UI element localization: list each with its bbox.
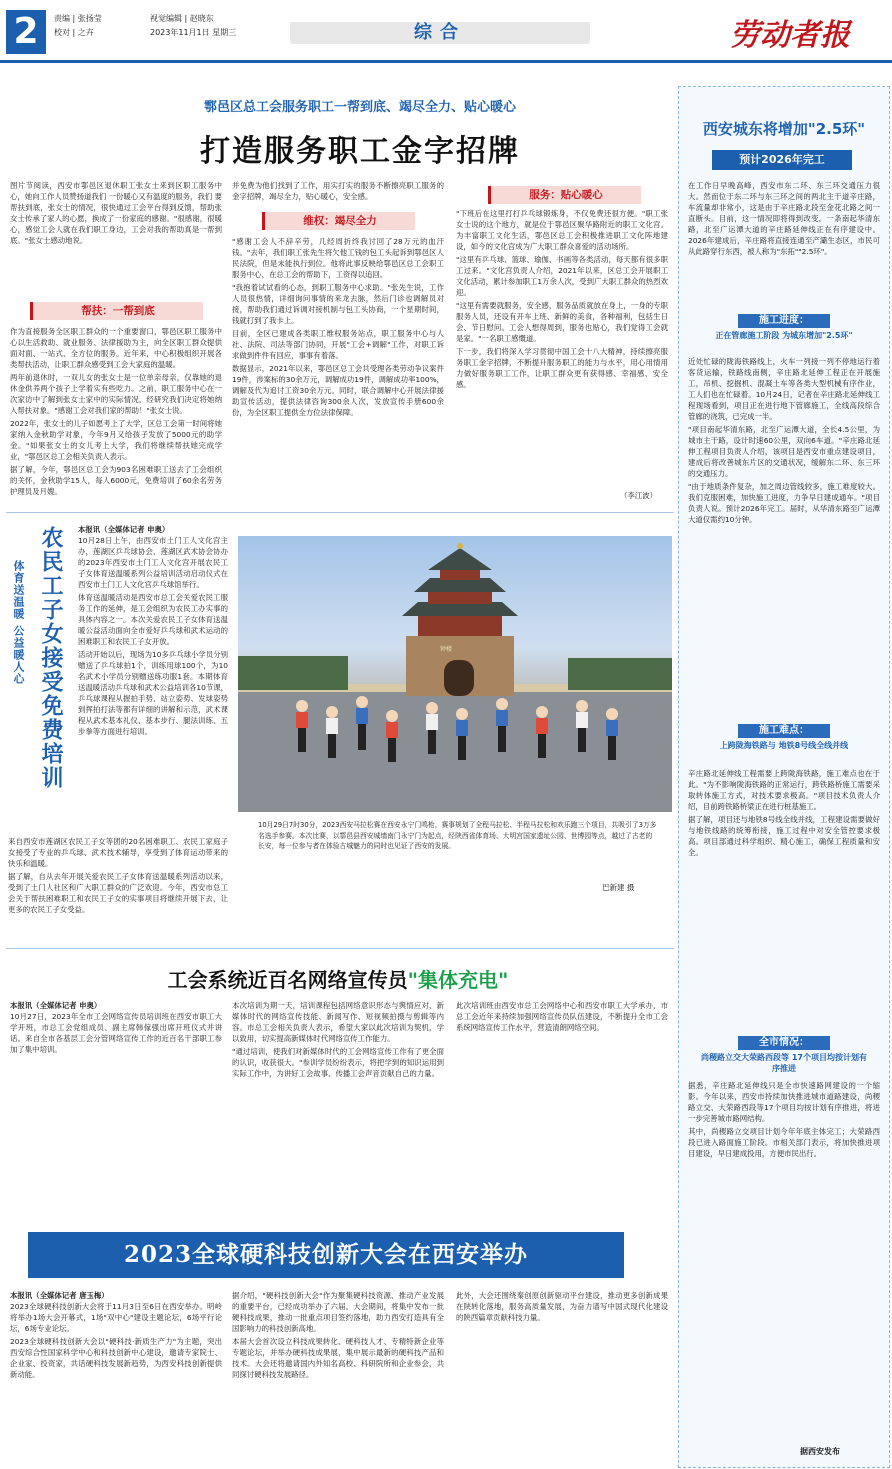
article2-title-highlight: "集体充电" [407, 968, 509, 992]
lead-kicker: 鄠邑区总工会服务职工一帮到底、竭尽全力、贴心暖心 [203, 100, 516, 115]
lead-col2-text-2 [232, 236, 444, 502]
article3-col3 [456, 1290, 668, 1460]
article3-paragraph: 本届大会首次设立科技成果转化、硬科技人才、专精特新企业等专题论坛，并举办硬科技成果展，集中展示最新的硬科技产品和技术。大会还将邀请国内外知名高校、科研院所和企业参会，共同探讨硬科技发展路径。 [232, 1337, 444, 1379]
article3-banner [28, 1232, 624, 1278]
sidebar-heading-progress: 施工进度： [738, 314, 830, 328]
sidebar-paragraph: 据悉，辛庄路北延伸线只是全市快速路网建设的一个缩影。今年以来，西安市持续加快推进城市道路建设，尚稷路立交、大荣路西段等17个项目均按计划有序推进，将进一步完善城市路网结构。 [688, 1081, 880, 1123]
article3-paragraph: 据介绍，"硬科技创新大会"作为聚集硬科技资源、推动产业发展的重要平台，已经成功举办了六届。大会期间，将集中发布一批硬科技成果，推动一批重点项目签约落地，助力西安打造具有全国影响力的科技创新高地。 [232, 1291, 444, 1333]
sidebar-subtitle: 预计2026年完工 [712, 150, 852, 170]
sidebar-progress-text [688, 356, 880, 724]
lead-col3-text [456, 208, 668, 502]
feature-paragraph: 据了解，自从去年开展关爱农民工子女体育送温暖系列活动以来，受到了土门人社区和广大职工群众的广泛欢迎。今年，西安市总工会关于帮扶困难职工和农民工子女的实事项目将继续开展下去，让更多的农民工子女受益。 [8, 872, 228, 914]
issue-date: 2023年11月1日 星期三 [150, 28, 237, 37]
sidebar-heading-city: 全市情况： [738, 1036, 830, 1050]
lead-col1-text-2 [10, 326, 222, 502]
sidebar-intro: 在工作日早晚高峰，西安市东二环、东三环交通压力很大。然而位于东二环与东三环之间的两北主干道辛庄路，车流量却非常小，这是由于辛庄路北段至金花北路之间一直断头。目前，这一情况即将得到改变。一条南起华清东路，北至广运潭大道的辛庄路延伸线正在有序建设中。2026年建成后，辛庄路将直接连通至产灞生态区，市民可从此路穿行东西，被人称为"东拓""2.5环"。 [688, 181, 880, 256]
feature-paragraph: 活动开始以后，现场为10多乒乓球小学员分别赠送了乒乓球拍1个，训练用球100个，为10名武术小学员分别赠送练功服1套。本期体育送温暖活动乒乓球和武术公益培训各10节课，乒乓球课程从握拍手势、站立姿势、发球姿势到挥拍打法等都有详细的讲解和示范，武术课程从武术基本礼仪、基本步行、腿法训练、五步拳等方面进行培训。 [78, 650, 228, 736]
photo-credit: 巴新建 摄 [602, 883, 635, 892]
sidebar-paragraph: "项目南起华清东路，北至广运潭大道，全长4.5公里，为城市主干路，设计时速60公里，双向6车道。"辛庄路北延伸工程项目负责人介绍，该项目是西安市重点建设项目，建成后将改善城东片区的交通状况，缓解东二环、东三环的交通压力。 [688, 425, 880, 478]
masthead-meta-2 [150, 12, 236, 40]
article3-paragraph: 此外，大会还围绕秦创原创新驱动平台建设，推动更多创新成果在陕转化落地，服务高质量发展，为奋力谱写中国式现代化建设的陕西篇章贡献科技力量。 [456, 1291, 668, 1322]
article2-col1 [10, 1000, 222, 1220]
article2-col2 [232, 1000, 444, 1220]
sidebar-paragraph: 辛庄路北延伸线工程需要上跨陇海铁路，施工难点也在于此。"为不影响陇海铁路的正常运行，跨铁路桥施工需要采取转体施工方式，对技术要求极高。"项目技术负责人介绍，目前跨铁路桥梁正在进行桩基施工。 [688, 769, 880, 811]
feature-vertical-title: 农民工子女接受免费培训 [38, 526, 64, 790]
lead-paragraph: "感谢工会人不辞辛劳，几经周折终我讨回了28万元的血汗钱。"去年，我们职工张先生将欠他工钱的包工头起诉到鄠邑区人民法院，但是未能执行到位。他将此事反映给鄠邑区总工会职工服务中心，在总工会的帮助下，工资得以追回。 [232, 237, 444, 279]
article3-paragraph: 2023全球硬科技创新大会以"硬科技·新质生产力"为主题，突出西安综合性国家科学中心和科技创新中心建设，邀请专家院士、企业家、投资家，共话硬科技发展新趋势，为西安科技创新提供新动能。 [10, 1337, 222, 1379]
lead-paragraph: 并免费为他们找到了工作，用实打实的服务不断擦亮职工服务的金字招牌，竭尽全力，贴心暖心，安全感。 [232, 181, 444, 201]
sidebar-title: 西安城东将增加"2.5环" [702, 120, 866, 138]
article2-paragraph: 此次培训班由西安市总工会网络中心和西安市职工大学承办，市总工会近年来持续加强网络宣传员队伍建设，不断提升全市工会系统网络宣传工作水平，营造清朗网络空间。 [456, 1001, 668, 1032]
sidebar-subheading-city: 尚稷路立交大荣路西段等 17个项目均按计划有序推进 [701, 1053, 867, 1073]
feature-byline: 本报讯（全媒体记者 申奥） [78, 525, 170, 534]
masthead-rule [0, 60, 892, 63]
sidebar-paragraph: 近处忙碌的陇海铁路线上，火车一列接一列不停地运行着客货运输，铁路线南侧，辛庄路北延伸工程正在开展施工，吊机、挖掘机、混凝土车等各类大型机械有序作业，工人们也在忙碌着。10月24日，记者在辛庄路北延伸线工程现场看到，项目正在进行地下管廊施工，全线高段综合管廊的浇筑，已完成一半。 [688, 357, 880, 421]
lead-paragraph: "下班后在这里打打乒乓球锻炼身，不仅免费还很方便。"职工张女士说的这个地方，就是位于鄠邑区聚华路附近的职工文化宫。为丰富职工文化生活，鄠邑区总工会积极推进职工文化阵地建设，如今的文化宫成为广大职工群众喜爱的活动场所。 [456, 209, 668, 251]
lead-col1-text [10, 180, 222, 300]
sidebar-heading-difficulty: 施工难点： [738, 724, 830, 738]
subhead-help: 帮扶：一帮到底 [30, 302, 203, 320]
sidebar-city-text [688, 1080, 880, 1440]
divider [6, 512, 674, 513]
feature-paragraph: 10月28日上午，由西安市土门工人文化宫主办，莲湖区乒乓球协会、莲湖区武术协会协办的2023年西安市土门工人文化宫开展农民工子女体育送温暖系列公益培训活动启动仪式在西安市土门工人文化宫乒乓球馆举行。 [78, 536, 228, 589]
bell-tower-illustration [238, 536, 672, 812]
feature-vertical-subtitle: 体育送温暖 公益暖人心 [12, 560, 25, 685]
sidebar-difficulty-text [688, 768, 880, 1032]
lead-paragraph: 图片节阅读，西安市鄠邑区退休职工张女士来到区职工服务中心，她向工作人员赞扬道我们 一份暖心又有温度的服务，我们 要帮扶到底，张女士的情况，很快通过工会平台得到反馈，帮助张女士传承了家人的心愿，换成了一份家庭的感谢。"很感谢，很暖心，感觉工会人就在我们职工身边，工会对我的帮助真是一帮到底。"张女士感动地说。 [10, 181, 222, 245]
article2-paragraph: 10月27日，2023年全市工会网络宣传员培训班在西安市职工大学开班，市总工会党组成员、副主席韩傢强出席开班仪式并讲话。来自全市各基层工会分管网络宣传工作的近百名干部职工参加了集中培训。 [10, 1012, 222, 1054]
newspaper-logo: 劳动者报 [730, 18, 850, 53]
lead-paragraph: 目前，全区已建成各类职工维权服务站点，职工服务中心与人社、法院、司法等部门协同，开展"工会+调解"工作，对职工诉求做到件件有回应，事事有着落。 [232, 329, 444, 360]
lead-paragraph: 据了解，今年，鄠邑区总工会为903名困难职工送去了工会组织的关怀，金秋助学15人，每人6000元，免费培训了60余名劳务护理员及月嫂。 [10, 465, 222, 496]
article3-col2 [232, 1290, 444, 1460]
feature-text [78, 524, 228, 834]
sidebar-paragraph: "由于地质条件复杂，加之周边管线较多，施工难度较大。我们克服困难，加快施工进度，力争早日建成通车。"项目负责人说。预计2026年完工。届时，从华清东路至广运潭大道仅需约10分钟。 [688, 482, 880, 524]
article2-title [98, 964, 578, 993]
article2-col3 [456, 1000, 668, 1220]
lead-col2-text [232, 180, 444, 210]
feature-text-2 [8, 836, 228, 948]
masthead-meta [54, 12, 102, 40]
subhead-service: 服务：贴心暖心 [488, 186, 641, 204]
article3-paragraph: 2023全球硬科技创新大会将于11月3日至6日在西安举办。明岭将举办1场大会开幕式，1场"双中心"建设主题论坛，6场平行论坛，6场专业论坛。 [10, 1302, 222, 1333]
lead-paragraph: "这里有需要就服务，安全感，服务品质就放在身上，一身的专职服务人员，还设有开车上班、新鲜的美食，各种福利，包括生日会、节日慰问。工会人想得周到，服务也贴心，我们觉得工会就是家。"一名职工感慨道。 [456, 301, 668, 343]
article2-title-main: 工会系统近百名网络宣传员 [167, 968, 408, 992]
subhead-rights: 维权：竭尽全力 [262, 212, 415, 230]
article2-paragraph: "通过培训，使我们对新媒体时代的工会网络宣传工作有了更全面的认识，收获很大。"参训学员纷纷表示，将把学到的知识运用到实际工作中，为讲好工会故事、传播工会声音贡献自己的力量。 [232, 1047, 444, 1078]
proof-credit: 校对 | 之卉 [54, 28, 94, 37]
sidebar-paragraph: 其中，尚稷路立交项目计划今年年底主体完工；大荣路西段已进入路面施工阶段。市相关部门表示，将加快推进项目建设，早日建成投用，方便市民出行。 [688, 1127, 880, 1158]
photo-sign: 钟楼 [440, 646, 453, 653]
sidebar-subheading-difficulty: 上跨陇海铁路与 地铁8号线全线并线 [719, 741, 849, 750]
lead-byline: （李江波） [620, 491, 657, 500]
lead-paragraph: 2022年，张女士的儿子如愿考上了大学，区总工会第一时间将她家纳入金秋助学对象，今年9月又给孩子发放了5000元的助学金。"如果张女士的女儿考上大学，我们将继续帮扶她完成学业，"鄠邑区总工会相关负责人表示。 [10, 419, 222, 461]
sidebar-subheading-progress: 正在管廊施工阶段 为城东增加"2.5环" [715, 331, 853, 340]
lead-paragraph: 作为直接服务全区职工群众的一个重要窗口，鄠邑区职工服务中心以生活救助、就业服务、法律援助为主，向全区职工群众提供面对面、一站式、全方位的服务。近年来，中心积极组织开展各类帮扶活动，让职工群众感受到工会大家庭的温暖。 [10, 327, 222, 369]
section-label: 综合 [414, 22, 466, 43]
sidebar-paragraph: 据了解，项目还与地铁8号线全线并线，工程建设需要做好与地铁线路的统筹衔接，施工过程中对安全管控要求极高。项目部通过科学组织、精心施工，确保工程质量和安全。 [688, 815, 880, 857]
sidebar-credit: 据西安发布 [800, 1447, 840, 1456]
marathon-photo [238, 536, 672, 812]
masthead [0, 0, 892, 62]
section-label-box [290, 22, 590, 44]
article3-byline: 本报讯（全媒体记者 唐玉梅） [10, 1291, 109, 1300]
article3-col1 [10, 1290, 222, 1460]
article2-byline: 本报讯（全媒体记者 申奥） [10, 1001, 102, 1010]
feature-paragraph: 体育送温暖活动是西安市总工会关爱农民工服务工作的延伸，是工会组织为农民工办实事的具体内容之一。本次关爱农民工子女体育送温暖公益活动面向全市爱好乒乓球和武术运动的困难职工和农民工子女开放。 [78, 593, 228, 646]
lead-title: 打造服务职工金字招牌 [200, 134, 520, 169]
editor-credit: 责编 | 张扬莹 [54, 14, 102, 23]
lead-paragraph: 数据显示，2021年以来，鄠邑区总工会共受理各类劳动争议案件19件，涉案标的30余万元，调解成功19件，调解成功率100%，调解及代为追讨工资30余万元。同时，联合调解中心开展法律援助宣传活动，提供法律咨询300余人次，发放宣传手册600余份，为全区职工提供全方位法律保障。 [232, 364, 444, 417]
feature-paragraph: 来自西安市莲湖区农民工子女等团的20名困难职工、农民工家庭子女接受了专业的乒乓球、武术技术辅导，享受到了体育运动带来的快乐和温暖。 [8, 837, 228, 868]
lead-paragraph: 两年前退休时，一双儿女的张女士是一位单亲母亲，仅靠她的退休金供养两个孩子上学着实有些吃力。之前，职工服务中心在一次家访中了解到张女士家中的实际情况，经研究我们决定将她纳入帮扶对象。"感谢工会对我们家的帮助！"张女士说。 [10, 373, 222, 415]
lead-paragraph: "这里有乒乓球、篮球、瑜伽、书画等各类活动，每天都有很多职工过来。"文化宫负责人介绍，2021年以来，区总工会开展职工文化活动，累计参加职工1万余人次，受到广大职工群众的热烈欢迎。 [456, 255, 668, 297]
page-number: 2 [6, 10, 46, 54]
photo-caption: 10月29日7时30分，2023西安马拉松赛在西安永宁门鸣枪，赛事规划了全程马拉松、半程马拉松和欢乐跑三个项目，共吸引了3万多名选手参赛。本次比赛，以鄠邑县西安城墙南门永宁门为起点，经陕西省体育场、大明宫国家遗址公园、世博园等点，越过了古老的长安，每一位参与者在体验古城魅力的同时也见证了西安的发展。 [258, 821, 657, 850]
lead-paragraph: 下一步，我们将深入学习贯彻中国工会十八大精神，持续擦亮服务职工金字招牌，不断提升服务职工的能力与水平，用心用情用力做好服务职工工作，让职工群众更有获得感、幸福感、安全感。 [456, 347, 668, 389]
divider [6, 948, 674, 949]
visual-editor-credit: 视觉编辑 | 赵晓东 [150, 14, 214, 23]
article3-title: 2023全球硬科技创新大会在西安举办 [123, 1241, 528, 1268]
lead-paragraph: "我抱着试试看的心态，到职工服务中心求助。"张先生说，工作人员很热情，详细询问事情的来龙去脉，然后门诊也调解员对接，帮助我们通过诉调对接机制与包工头协商，一个星期时间，钱就打到了我卡上。 [232, 283, 444, 325]
article2-paragraph: 本次培训为期一天，培训课程包括网络意识形态与舆情应对、新媒体时代的网络宣传技能、新闻写作、短视频拍摄与剪辑等内容。市总工会相关负责人表示，希望大家以此次培训为契机，学以致用，切实提高新媒体时代网络宣传工作能力。 [232, 1001, 444, 1043]
